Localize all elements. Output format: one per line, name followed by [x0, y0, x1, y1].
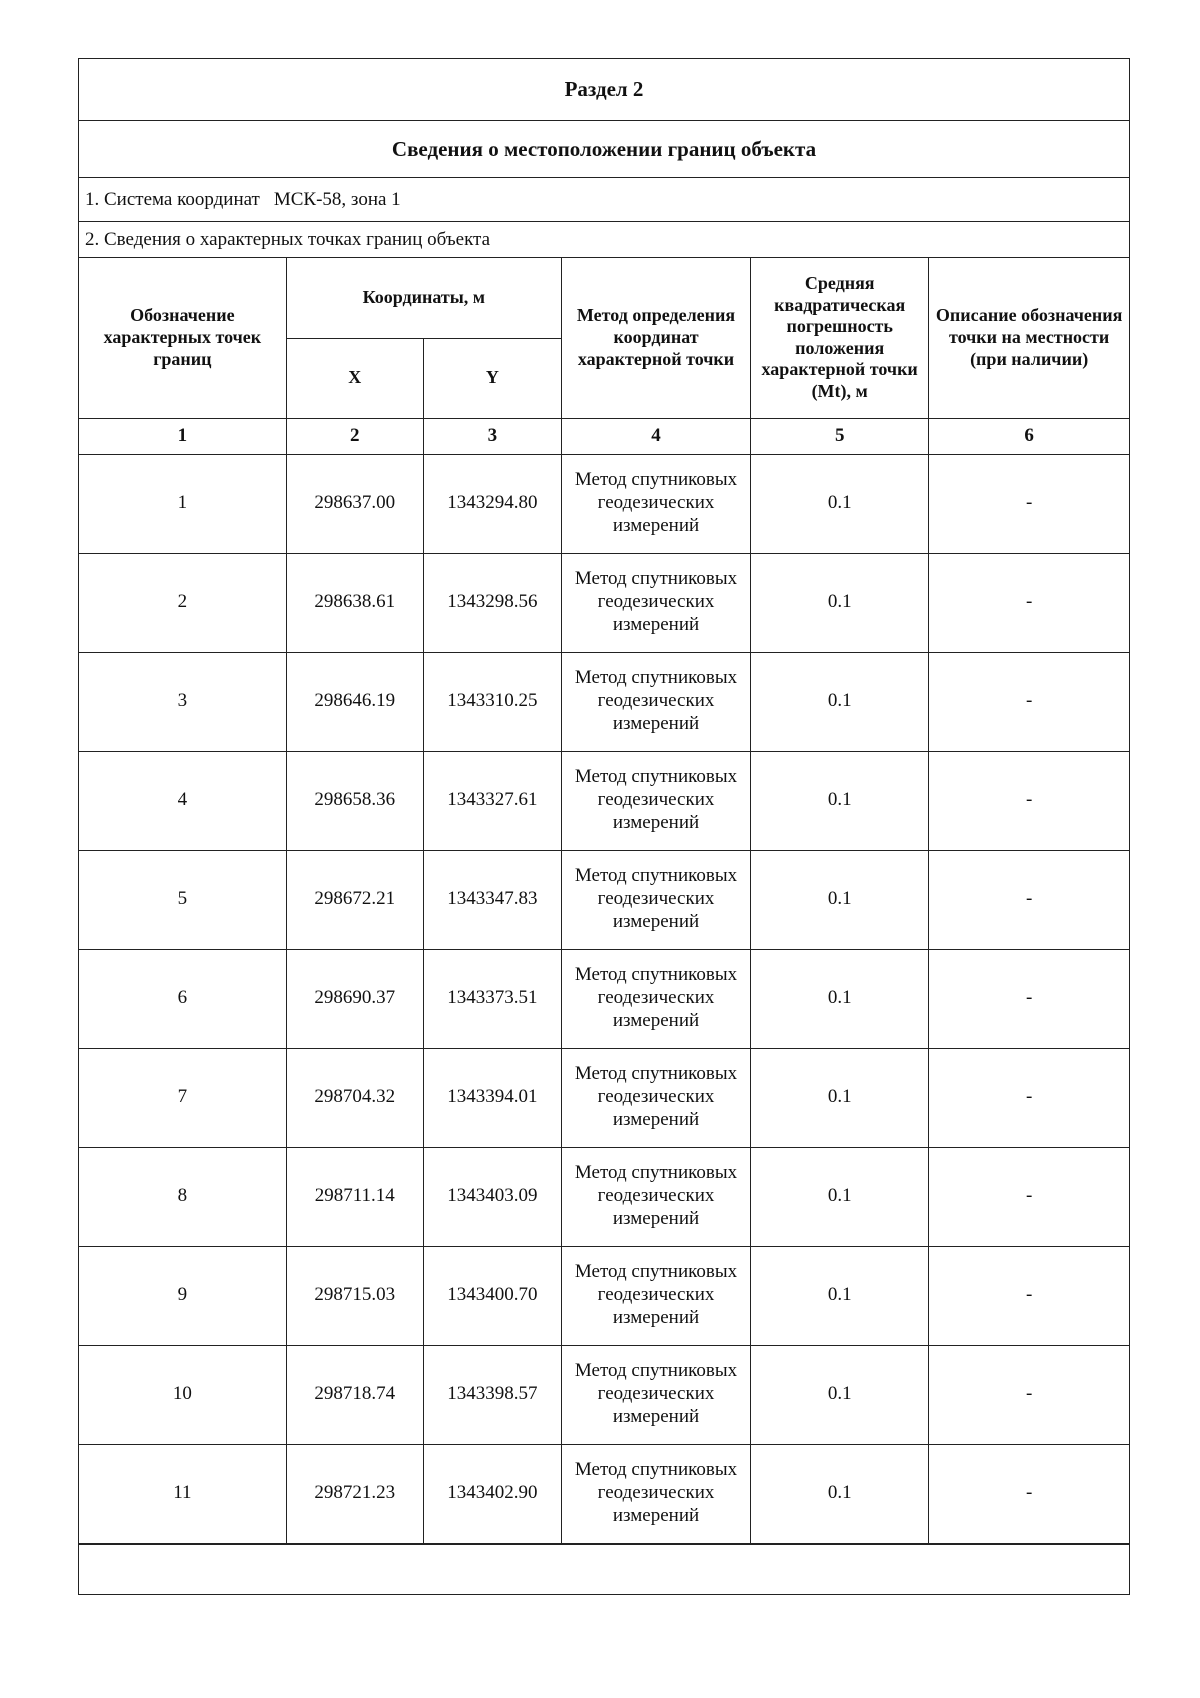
cell-method: Метод спутниковых геодезических измерений [561, 751, 750, 850]
cell-method: Метод спутниковых геодезических измерений [561, 454, 750, 553]
cell-error: 0.1 [751, 850, 929, 949]
cell-y: 1343398.57 [423, 1345, 561, 1444]
cell-point: 5 [79, 850, 286, 949]
coord-system-label: 1. Система координат [85, 188, 260, 210]
header-coordinates: Координаты, м [286, 258, 561, 338]
section-title: Раздел 2 [79, 59, 1129, 121]
cell-y: 1343402.90 [423, 1444, 561, 1543]
section-subtitle: Сведения о местоположении границ объекта [79, 121, 1129, 178]
cell-method: Метод спутниковых геодезических измерений [561, 949, 750, 1048]
cell-y: 1343403.09 [423, 1147, 561, 1246]
cell-error: 0.1 [751, 1048, 929, 1147]
cell-point: 1 [79, 454, 286, 553]
cell-error: 0.1 [751, 1444, 929, 1543]
cell-method: Метод спутниковых геодезических измерений [561, 1147, 750, 1246]
cell-description: - [929, 949, 1129, 1048]
cell-x: 298704.32 [286, 1048, 423, 1147]
cell-point: 11 [79, 1444, 286, 1543]
coord-system-row [79, 178, 1129, 222]
column-number: 5 [751, 418, 929, 454]
cell-method: Метод спутниковых геодезических измерений [561, 1345, 750, 1444]
cell-y: 1343373.51 [423, 949, 561, 1048]
table-row [79, 850, 1129, 949]
cell-x: 298690.37 [286, 949, 423, 1048]
cell-x: 298637.00 [286, 454, 423, 553]
cell-x: 298711.14 [286, 1147, 423, 1246]
cell-error: 0.1 [751, 553, 929, 652]
cell-description: - [929, 652, 1129, 751]
cell-description: - [929, 553, 1129, 652]
cell-point: 4 [79, 751, 286, 850]
cell-description: - [929, 751, 1129, 850]
cell-y: 1343298.56 [423, 553, 561, 652]
header-method: Метод определения координат характерной точки [561, 258, 750, 418]
cell-error: 0.1 [751, 652, 929, 751]
cell-y: 1343400.70 [423, 1246, 561, 1345]
cell-x: 298718.74 [286, 1345, 423, 1444]
table-row [79, 1147, 1129, 1246]
cell-x: 298672.21 [286, 850, 423, 949]
cell-y: 1343347.83 [423, 850, 561, 949]
column-number: 2 [286, 418, 423, 454]
cell-description: - [929, 1246, 1129, 1345]
table-row [79, 1444, 1129, 1543]
points-info-label: 2. Сведения о характерных точках границ объекта [79, 222, 1129, 258]
cell-point: 3 [79, 652, 286, 751]
cell-description: - [929, 1147, 1129, 1246]
cell-point: 9 [79, 1246, 286, 1345]
cell-error: 0.1 [751, 454, 929, 553]
cell-x: 298715.03 [286, 1246, 423, 1345]
cell-error: 0.1 [751, 1345, 929, 1444]
cell-error: 0.1 [751, 949, 929, 1048]
cell-point: 8 [79, 1147, 286, 1246]
table-row [79, 949, 1129, 1048]
table-row [79, 454, 1129, 553]
cell-x: 298646.19 [286, 652, 423, 751]
column-number: 1 [79, 418, 286, 454]
header-y: Y [423, 338, 561, 418]
document-sheet [78, 58, 1130, 1595]
cell-description: - [929, 454, 1129, 553]
cell-method: Метод спутниковых геодезических измерений [561, 850, 750, 949]
cell-point: 10 [79, 1345, 286, 1444]
cell-point: 2 [79, 553, 286, 652]
cell-method: Метод спутниковых геодезических измерений [561, 1444, 750, 1543]
header-error: Средняя квадратическая погрешность положения характерной точки (Mt), м [751, 258, 929, 418]
table-row [79, 553, 1129, 652]
column-numbers-row [79, 418, 1129, 454]
cell-y: 1343310.25 [423, 652, 561, 751]
column-number: 6 [929, 418, 1129, 454]
header-designation: Обозначение характерных точек границ [79, 258, 286, 418]
table-row [79, 751, 1129, 850]
table-row [79, 1246, 1129, 1345]
cell-point: 6 [79, 949, 286, 1048]
cell-method: Метод спутниковых геодезических измерений [561, 652, 750, 751]
cell-y: 1343294.80 [423, 454, 561, 553]
cell-description: - [929, 1345, 1129, 1444]
table-footer-row [79, 1544, 1129, 1594]
column-number: 4 [561, 418, 750, 454]
header-x: X [286, 338, 423, 418]
cell-method: Метод спутниковых геодезических измерений [561, 553, 750, 652]
cell-description: - [929, 850, 1129, 949]
cell-description: - [929, 1444, 1129, 1543]
cell-method: Метод спутниковых геодезических измерений [561, 1048, 750, 1147]
cell-error: 0.1 [751, 1246, 929, 1345]
table-row [79, 1048, 1129, 1147]
cell-description: - [929, 1048, 1129, 1147]
cell-point: 7 [79, 1048, 286, 1147]
cell-y: 1343327.61 [423, 751, 561, 850]
points-table [79, 258, 1129, 1544]
cell-y: 1343394.01 [423, 1048, 561, 1147]
table-row [79, 652, 1129, 751]
cell-error: 0.1 [751, 1147, 929, 1246]
coord-system-value: МСК-58, зона 1 [273, 188, 401, 210]
table-row [79, 1345, 1129, 1444]
cell-x: 298721.23 [286, 1444, 423, 1543]
header-description: Описание обозначения точки на местности (при наличии) [929, 258, 1129, 418]
cell-x: 298658.36 [286, 751, 423, 850]
cell-error: 0.1 [751, 751, 929, 850]
cell-method: Метод спутниковых геодезических измерений [561, 1246, 750, 1345]
column-number: 3 [423, 418, 561, 454]
cell-x: 298638.61 [286, 553, 423, 652]
